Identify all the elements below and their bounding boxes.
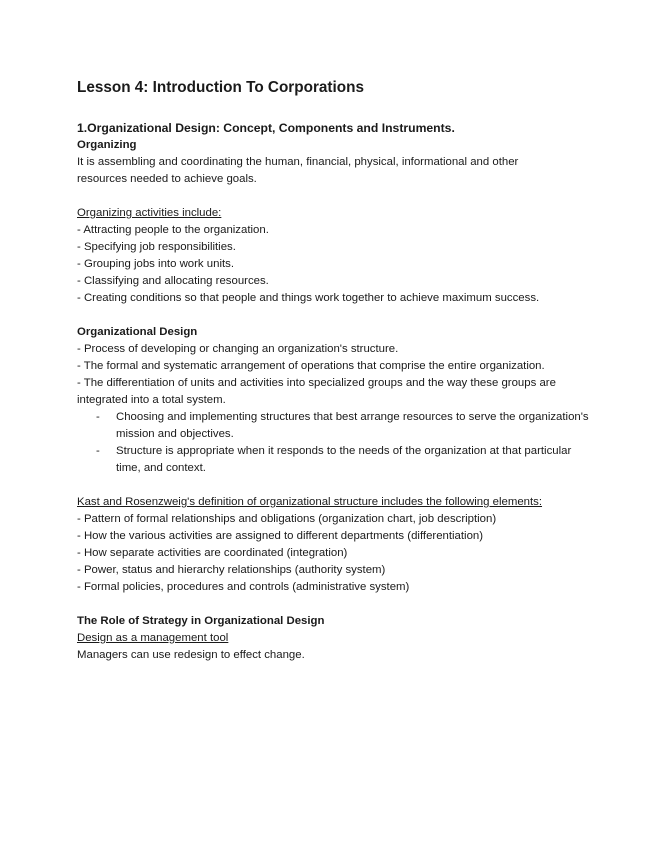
list-item: - Attracting people to the organization. (77, 224, 269, 236)
list-item: - Process of developing or changing an organization's structure. (77, 343, 399, 355)
sub-list-dash: - (96, 411, 100, 423)
list-item: - Grouping jobs into work units. (77, 258, 235, 270)
list-item: - Power, status and hierarchy relationships (authority system) (77, 564, 386, 576)
list-item: - How the various activities are assigned to different departments (differentiation) (77, 530, 484, 542)
list-item: - Formal policies, procedures and controls (administrative system) (77, 581, 410, 593)
page-title: Lesson 4: Introduction To Corporations (77, 79, 364, 96)
sub-list-item (77, 443, 597, 477)
list-item: - Specifying job responsibilities. (77, 241, 236, 253)
list-item: - Pattern of formal relationships and obligations (organization chart, job description) (77, 513, 497, 525)
strategy-heading: The Role of Strategy in Organizational Design (77, 615, 325, 627)
document-content (77, 78, 597, 664)
list-item: integrated into a total system. (77, 394, 226, 406)
list-item: - Creating conditions so that people and things work together to achieve maximum success. (77, 292, 540, 304)
list-item: - How separate activities are coordinated (integration) (77, 547, 348, 559)
kast-heading: Kast and Rosenzweig's definition of organizational structure includes the following elements: (77, 496, 543, 508)
organizing-heading: Organizing (77, 139, 137, 151)
strategy-text: Managers can use redesign to effect change. (77, 649, 305, 661)
list-item: - The formal and systematic arrangement of operations that comprise the entire organization. (77, 360, 545, 372)
sub-list-text: Structure is appropriate when it responds to the needs of the organization at that particular time, and context. (116, 445, 572, 474)
activities-heading: Organizing activities include: (77, 207, 222, 219)
list-item: - Classifying and allocating resources. (77, 275, 269, 287)
organizing-definition-line-1: It is assembling and coordinating the human, financial, physical, informational and other (77, 156, 519, 168)
section-heading: 1.Organizational Design: Concept, Components and Instruments. (77, 121, 455, 135)
organizing-definition-line-2: resources needed to achieve goals. (77, 173, 257, 185)
sub-list-text: Choosing and implementing structures that best arrange resources to serve the organization's mission and objectives. (116, 411, 589, 440)
sub-list-item (77, 409, 597, 443)
design-heading: Organizational Design (77, 326, 198, 338)
strategy-subheading: Design as a management tool (77, 632, 229, 644)
sub-list-dash: - (96, 445, 100, 457)
list-item: - The differentiation of units and activities into specialized groups and the way these groups are (77, 377, 556, 389)
